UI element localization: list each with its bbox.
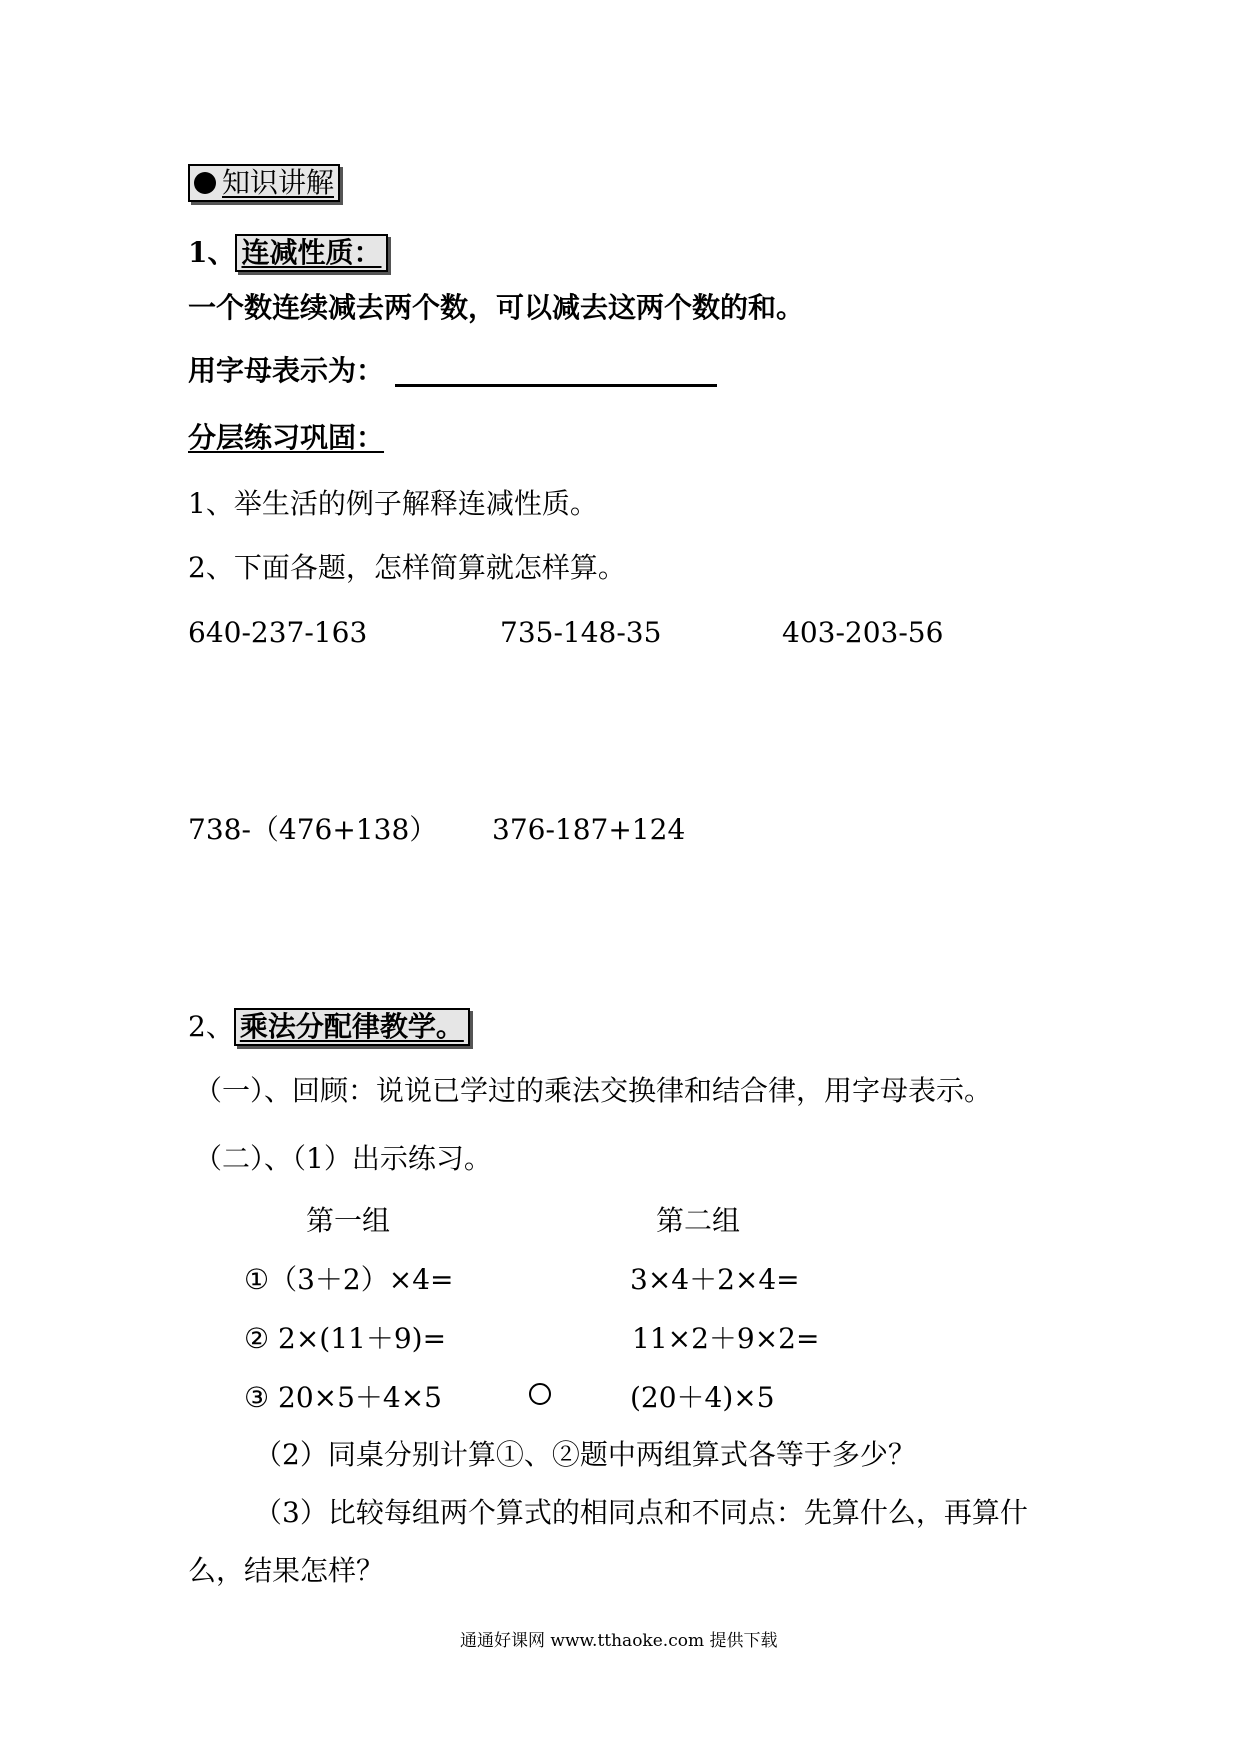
equation-right: 3×4＋2×4= xyxy=(630,1263,800,1296)
group-label-2: 第二组 xyxy=(656,1204,741,1237)
bullet-dot-icon xyxy=(194,172,216,194)
review-line: （一）、回顾：说说已学过的乘法交换律和结合律，用字母表示。 xyxy=(194,1074,993,1107)
answer-blank-line xyxy=(395,384,717,387)
compare-circle-icon xyxy=(529,1383,551,1405)
exercise-item: 376-187+124 xyxy=(492,813,686,846)
rule-text: 一个数连续减去两个数，可以减去这两个数的和。 xyxy=(188,291,805,324)
exercise-item: 735-148-35 xyxy=(500,616,662,649)
step-3-line-2: 么，结果怎样？ xyxy=(188,1554,385,1587)
equation-left: ①（3＋2）×4= xyxy=(244,1263,454,1296)
exercise-item: 640-237-163 xyxy=(188,616,368,649)
show-line: （二）、（1）出示练习。 xyxy=(194,1142,492,1175)
topic2-number: 2、 xyxy=(188,1010,234,1043)
question-1: 1、举生活的例子解释连减性质。 xyxy=(188,487,598,520)
topic2-heading xyxy=(188,1008,470,1046)
equation-left: ② 2×(11＋9)= xyxy=(244,1322,447,1355)
equation-left: ③ 20×5＋4×5 xyxy=(244,1381,442,1414)
practice-title: 分层练习巩固： xyxy=(188,421,385,454)
question-2: 2、下面各题，怎样简算就怎样算。 xyxy=(188,551,626,584)
topic1-title: 连减性质： xyxy=(235,234,387,272)
topic1-number: 1、 xyxy=(188,236,236,269)
footer-text: 通通好课网 www.tthaoke.com 提供下载 xyxy=(460,1631,778,1651)
topic1-heading xyxy=(188,234,388,272)
step-3-line-1: （3）比较每组两个算式的相同点和不同点：先算什么，再算什 xyxy=(254,1496,1028,1529)
step-2: （2）同桌分别计算①、②题中两组算式各等于多少？ xyxy=(254,1438,916,1471)
group-label-1: 第一组 xyxy=(306,1204,391,1237)
equation-right: 11×2＋9×2= xyxy=(632,1322,820,1355)
section-header-text: 知识讲解 xyxy=(222,166,335,199)
equation-right: (20＋4)×5 xyxy=(630,1381,775,1414)
topic2-title: 乘法分配律教学。 xyxy=(234,1008,470,1046)
section-header xyxy=(188,164,340,202)
exercise-item: 403-203-56 xyxy=(782,616,944,649)
letter-prompt: 用字母表示为： xyxy=(188,354,385,387)
exercise-item: 738-（476+138） xyxy=(188,813,438,846)
